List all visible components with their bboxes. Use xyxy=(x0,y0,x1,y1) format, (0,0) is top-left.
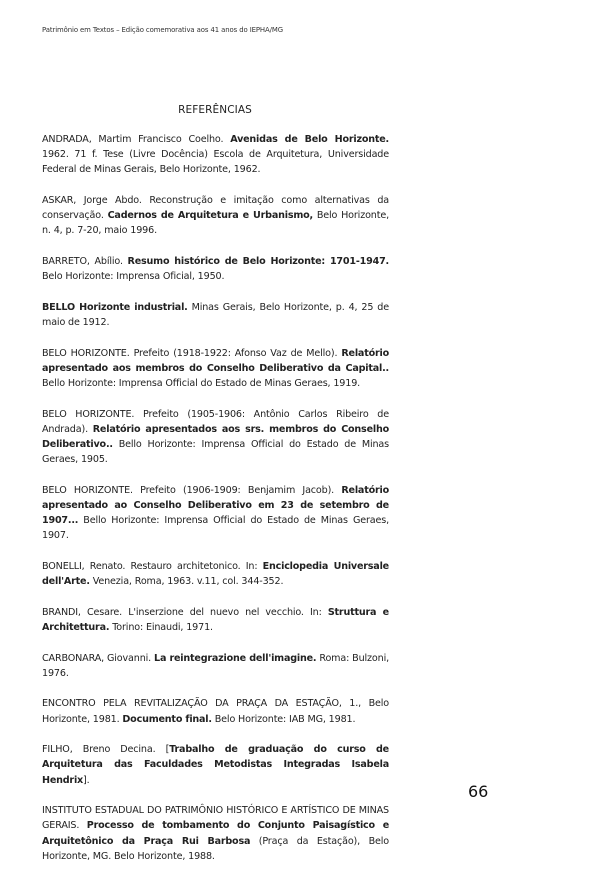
reference-author: ENCONTRO PELA REVITALIZAÇÃO DA PRAÇA DA ESTAÇÃO, 1., Belo Horizonte, 1981. xyxy=(42,698,389,725)
reference-title: Struttura e Architettura. xyxy=(42,606,389,633)
reference-details: Torino: Einaudi, 1971. xyxy=(109,622,213,633)
reference-title: Avenidas de Belo Horizonte. xyxy=(230,134,390,145)
reference-entry xyxy=(42,254,389,284)
reference-author: BARRETO, Abílio. xyxy=(42,256,128,267)
reference-author: BONELLI, Renato. Restauro architetonico. In: xyxy=(42,561,263,572)
reference-details: ]. xyxy=(83,774,90,786)
reference-entry xyxy=(42,407,389,468)
reference-author: FILHO, Breno Decina. [ xyxy=(42,744,170,756)
reference-author: INSTITUTO ESTADUAL DO PATRIMÔNIO HISTÓRICO E ARTÍSTICO DE MINAS GERAIS. xyxy=(42,805,389,832)
page-number: 66 xyxy=(468,782,489,801)
reference-title: Enciclopedia Universale dell'Arte. xyxy=(42,561,389,588)
section-title: REFERÊNCIAS xyxy=(178,104,252,116)
reference-entry xyxy=(42,742,389,788)
reference-entry xyxy=(42,651,389,681)
reference-details: Bello Horizonte: Imprensa Official do Estado de Minas Geraes, 1905. xyxy=(42,439,389,466)
reference-entry xyxy=(42,346,389,392)
reference-author: BELO HORIZONTE. Prefeito (1918-1922: Afonso Vaz de Mello). xyxy=(42,347,342,359)
reference-details: Bello Horizonte: Imprensa Official do Estado de Minas Geraes, 1919. xyxy=(42,378,361,389)
reference-entry xyxy=(42,483,389,544)
reference-title: Resumo histórico de Belo Horizonte: 1701-1947. xyxy=(127,256,389,267)
running-head: Patrimônio em Textos – Edição comemorativa aos 41 anos do IEPHA/MG xyxy=(42,26,283,34)
reference-author: BRANDI, Cesare. L'inserzione del nuevo nel vecchio. In: xyxy=(42,606,328,618)
reference-title: La reintegrazione dell'imagine. xyxy=(154,652,317,664)
reference-entry xyxy=(42,696,389,726)
reference-title: Documento final. xyxy=(122,713,212,725)
reference-author: ASKAR, Jorge Abdo. Reconstrução e imitação como alternativas da conservação. xyxy=(42,195,389,222)
reference-entry xyxy=(42,193,389,239)
reference-title: Trabalho de graduação do curso de Arquitetura das Faculdades Metodistas Integradas Isabela Hendrix xyxy=(42,744,389,786)
reference-entry xyxy=(42,803,389,864)
reference-author: BELO HORIZONTE. Prefeito (1905-1906: Antônio Carlos Ribeiro de Andrada). xyxy=(42,408,389,435)
reference-author: ANDRADA, Martim Francisco Coelho. xyxy=(42,134,231,145)
reference-details: Minas Gerais, Belo Horizonte, p. 4, 25 de maio de 1912. xyxy=(42,301,390,328)
reference-entry xyxy=(42,132,389,178)
reference-entry xyxy=(42,559,389,589)
reference-details: Belo Horizonte: Imprensa Oficial, 1950. xyxy=(42,271,225,283)
reference-details: Venezia, Roma, 1963. v.11, col. 344-352. xyxy=(89,576,284,588)
reference-details: 1962. 71 f. Tese (Livre Docência) Escola de Arquitetura, Universidade Federal de Minas Gerais, Belo Horizonte, 1962. xyxy=(42,149,389,176)
reference-title: Relatório apresentado ao Conselho Deliberativo em 23 de setembro de 1907... xyxy=(42,484,389,527)
reference-details: (Praça da Estação), Belo Horizonte, MG. Belo Horizonte, 1988. xyxy=(42,835,389,862)
reference-details: Roma: Bulzoni, 1976. xyxy=(42,652,389,679)
reference-details: Belo Horizonte: IAB MG, 1981. xyxy=(211,713,356,725)
reference-details: Belo Horizonte, n. 4, p. 7-20, maio 1996. xyxy=(42,210,389,237)
reference-author: CARBONARA, Giovanni. xyxy=(42,652,155,664)
reference-title: Relatório apresentado aos membros do Conselho Deliberativo da Capital.. xyxy=(42,347,389,374)
reference-title: BELLO Horizonte industrial. xyxy=(42,301,188,313)
reference-author: BELO HORIZONTE. Prefeito (1906-1909: Benjamim Jacob). xyxy=(42,484,342,496)
reference-title: Processo de tombamento do Conjunto Paisagístico e Arquitetônico da Praça Rui Barbosa xyxy=(42,820,389,847)
reference-list xyxy=(42,132,389,879)
reference-entry xyxy=(42,605,389,635)
reference-details: Bello Horizonte: Imprensa Official do Estado de Minas Geraes, 1907. xyxy=(42,515,389,542)
reference-title: Relatório apresentados aos srs. membros do Conselho Deliberativo.. xyxy=(42,423,389,450)
reference-entry xyxy=(42,300,389,330)
reference-title: Cadernos de Arquitetura e Urbanismo, xyxy=(107,210,313,222)
